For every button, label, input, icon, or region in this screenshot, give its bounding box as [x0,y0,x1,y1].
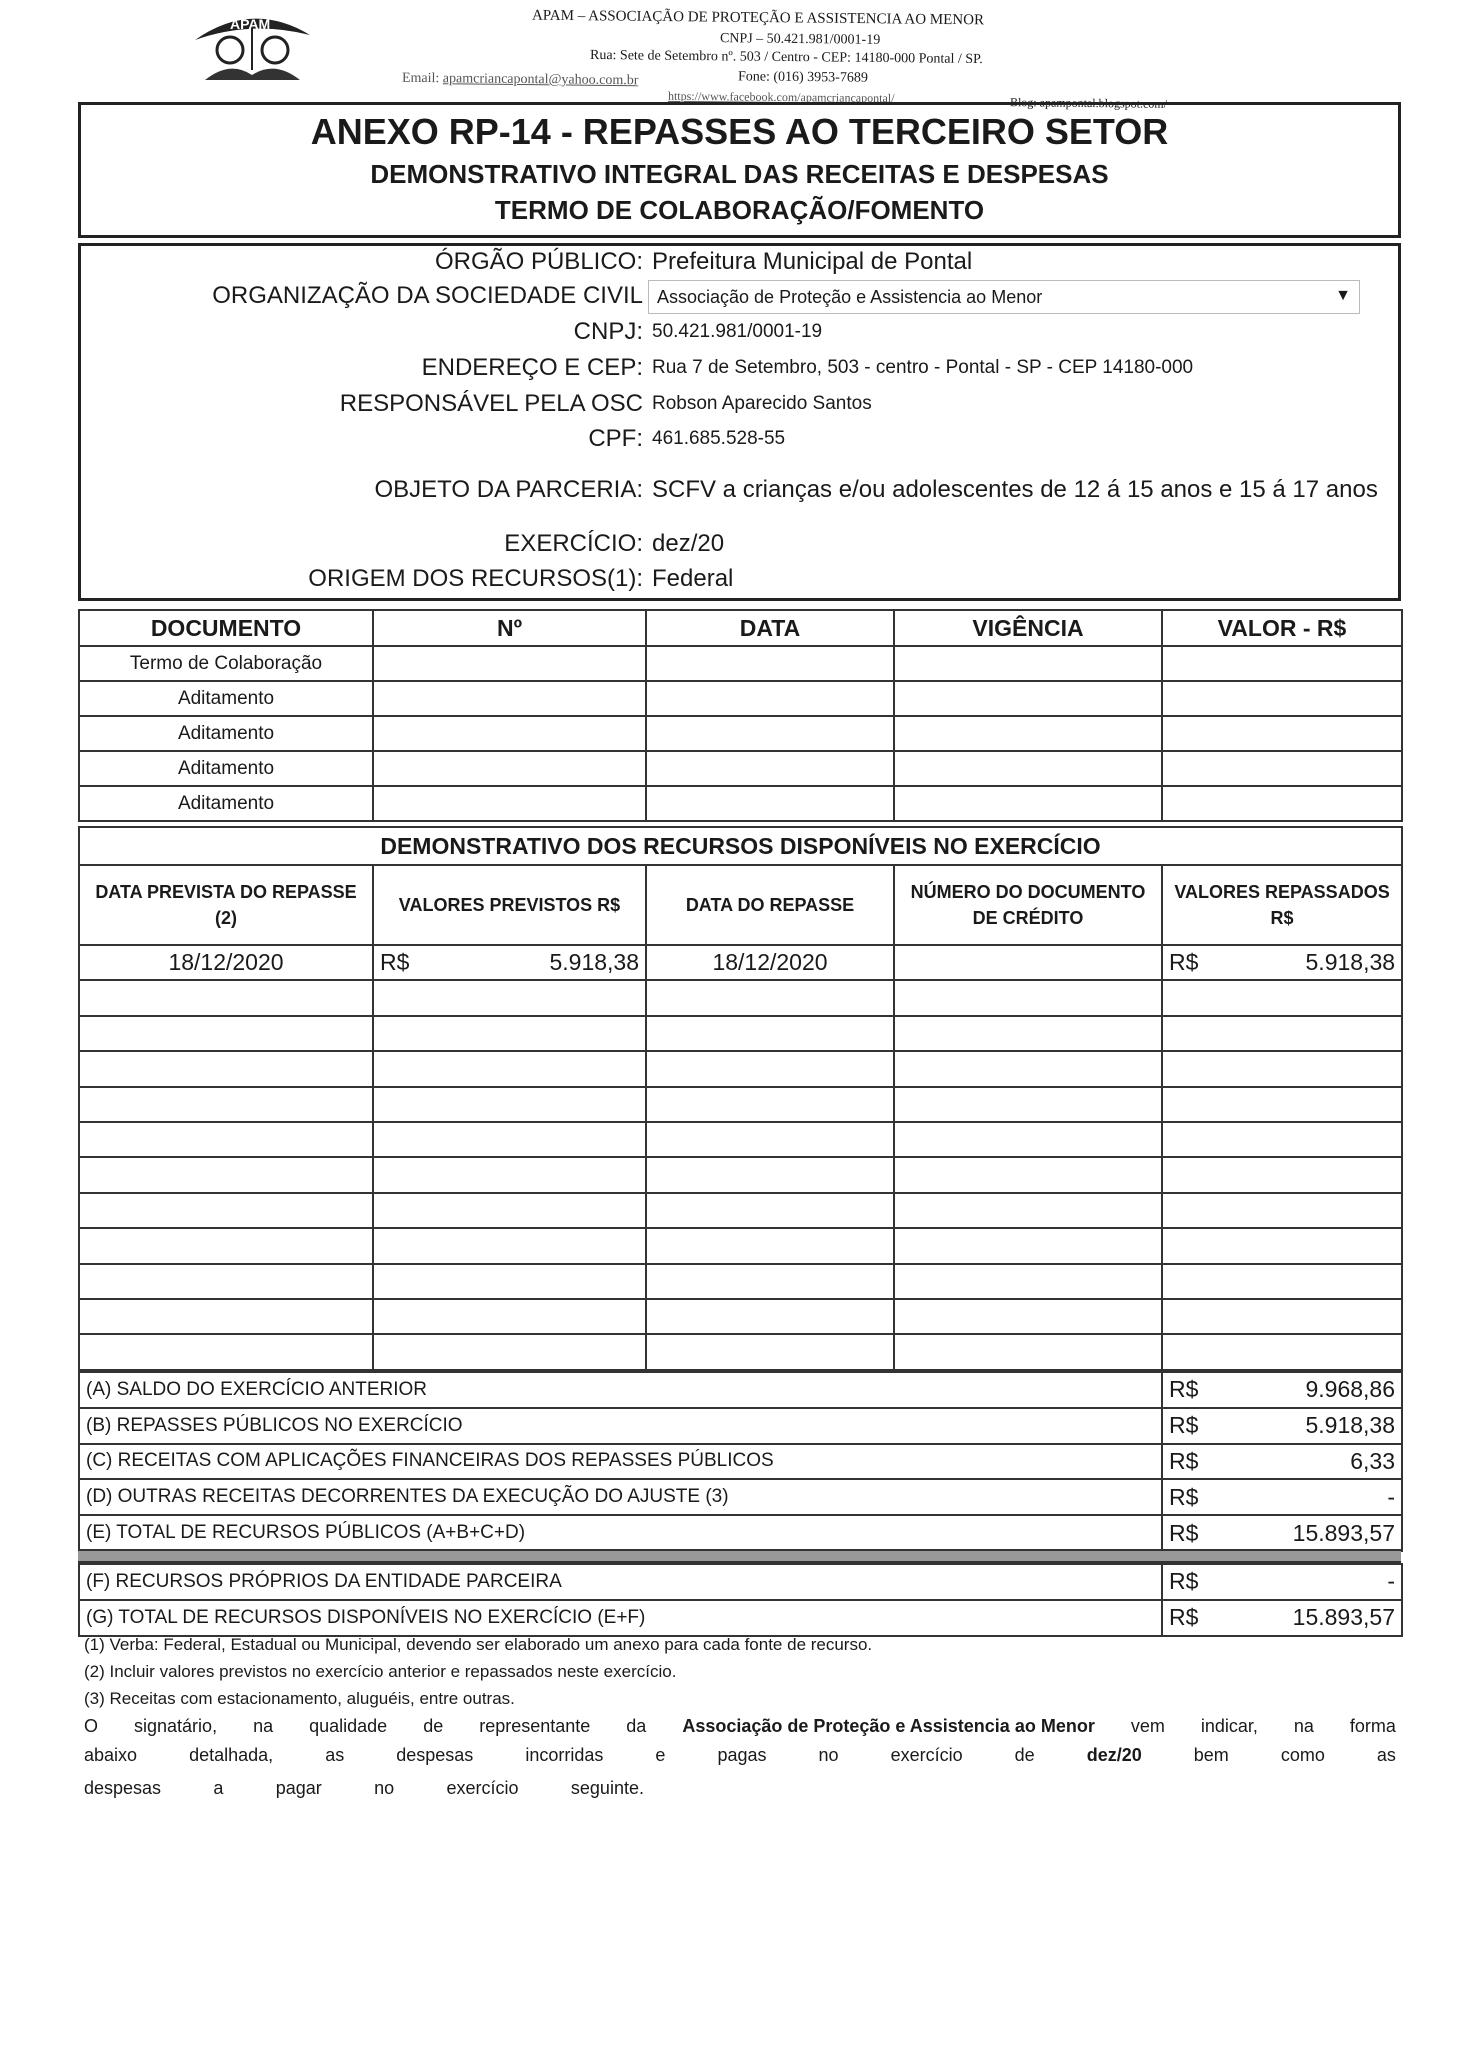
summary-row [79,1564,1402,1600]
summary-label: (F) RECURSOS PRÓPRIOS DA ENTIDADE PARCEIRA [79,1564,1162,1600]
declaration-line-1 [84,1716,1396,1737]
declaration-word: bem [1193,1745,1229,1765]
empty-cell [79,1228,373,1263]
declaration-line-3 [84,1778,644,1799]
table-row [79,1228,1402,1263]
empty-cell [894,1228,1162,1263]
empty-cell [894,1264,1162,1299]
table-row [79,681,1402,716]
empty-cell [1162,1157,1402,1192]
empty-cell [646,1051,894,1086]
empty-cell [646,1299,894,1334]
info-value: 461.685.528-55 [652,428,786,449]
empty-cell [79,1016,373,1051]
table-row [79,1264,1402,1299]
info-label: ÓRGÃO PÚBLICO: [434,248,643,275]
table-row [79,646,1402,681]
declaration-word: da [626,1716,647,1736]
document-type: Termo de Colaboração [79,646,373,681]
declaration-word: O [84,1716,99,1736]
empty-cell [894,1016,1162,1051]
column-header: Nº [373,610,646,646]
empty-cell [894,786,1162,821]
recursos-table [78,826,1403,1371]
table-row [79,786,1402,821]
summary-label: (D) OUTRAS RECEITAS DECORRENTES DA EXECUÇÃO DO AJUSTE (3) [79,1479,1162,1515]
table-row [79,1016,1402,1051]
empty-cell [1162,1087,1402,1122]
empty-cell [894,716,1162,751]
declaration-word: no [818,1745,839,1765]
summary-label: (C) RECEITAS COM APLICAÇÕES FINANCEIRAS DOS REPASSES PÚBLICOS [79,1444,1162,1480]
summary-value: 15.893,57 [1292,1604,1395,1631]
currency: R$ [1169,1447,1199,1474]
summary-row [79,1444,1402,1480]
empty-cell [1162,716,1402,751]
info-value: Robson Aparecido Santos [652,393,872,414]
table-row [79,945,1402,980]
empty-cell [646,786,894,821]
column-header: VALORES REPASSADOS R$ [1162,865,1402,945]
declaration-word: pagar [275,1778,322,1798]
empty-cell [646,1228,894,1263]
footnote-3: (3) Receitas com estacionamento, aluguéis, entre outras. [84,1689,515,1708]
empty-cell [79,1334,373,1369]
declaration-word: na [253,1716,274,1736]
empty-cell [79,1299,373,1334]
empty-cell [79,1157,373,1192]
info-label: ENDEREÇO E CEP: [421,354,643,381]
table-row [79,1299,1402,1334]
empty-cell [79,1051,373,1086]
declaration-word: no [374,1778,395,1798]
declaration-word: e [655,1745,666,1765]
empty-cell [373,1087,646,1122]
info-value: Rua 7 de Setembro, 503 - centro - Pontal - SP - CEP 14180-000 [652,357,1194,378]
declaration-word: as [1376,1745,1396,1765]
empty-cell [79,1193,373,1228]
footnote-1: (1) Verba: Federal, Estadual ou Municipal, devendo ser elaborado um anexo para cada fonte de recurso. [84,1635,873,1654]
empty-cell [1162,1299,1402,1334]
blog-link[interactable]: Blog: apampontal.blogspot.com/ [1009,95,1168,111]
empty-cell [646,1264,894,1299]
empty-cell [373,1016,646,1051]
empty-cell [373,1264,646,1299]
summary-table [78,1371,1403,1552]
summary-label: (B) REPASSES PÚBLICOS NO EXERCÍCIO [79,1408,1162,1444]
empty-cell [894,1334,1162,1369]
empty-cell [646,1193,894,1228]
empty-cell [373,681,646,716]
summary-row [79,1479,1402,1515]
letterhead-org: APAM – ASSOCIAÇÃO DE PROTEÇÃO E ASSISTENCIA AO MENOR [531,7,985,29]
empty-cell [1162,646,1402,681]
table-row [79,1051,1402,1086]
empty-cell [373,1193,646,1228]
empty-cell [1162,786,1402,821]
data-repasse: 18/12/2020 [646,945,894,980]
footnote-2: (2) Incluir valores previstos no exercício anterior e repassados neste exercício. [84,1662,677,1681]
declaration-word: a [213,1778,224,1798]
summary-value: - [1387,1568,1395,1595]
letterhead-cnpj: CNPJ – 50.421.981/0001-19 [719,31,881,48]
empty-cell [1162,1051,1402,1086]
letterhead-address: Rua: Sete de Setembro nº. 503 / Centro - CEP: 14180-000 Pontal / SP. [589,47,983,68]
declaration-word: incorridas [525,1745,604,1765]
currency: R$ [1169,1412,1199,1439]
currency: R$ [1169,1568,1199,1595]
empty-cell [646,1016,894,1051]
declaration-word: forma [1349,1716,1396,1736]
empty-cell [79,1264,373,1299]
declaration-word: representante [479,1716,591,1736]
info-value: 50.421.981/0001-19 [652,321,823,342]
currency: R$ [1169,1483,1199,1510]
column-header: NÚMERO DO DOCUMENTO DE CRÉDITO [894,865,1162,945]
empty-cell [1162,1193,1402,1228]
facebook-link[interactable]: https://www.facebook.com/apamcriancapontal/ [667,88,895,106]
empty-cell [646,716,894,751]
valor-previsto: 5.918,38 [549,949,639,976]
valor-repassado: 5.918,38 [1305,949,1396,976]
empty-cell [894,751,1162,786]
declaration-word: na [1293,1716,1314,1736]
column-header: DOCUMENTO [79,610,373,646]
info-label: ORIGEM DOS RECURSOS(1): [308,565,643,592]
declaration-word: como [1280,1745,1325,1765]
empty-cell [894,1193,1162,1228]
declaration-word: vem [1130,1716,1165,1736]
info-value: dez/20 [652,530,725,557]
empty-cell [373,1051,646,1086]
info-label: OBJETO DA PARCERIA: [374,476,643,503]
declaration-word: de [1014,1745,1035,1765]
empty-cell [373,1122,646,1157]
declaration-word: Associação de Proteção e Assistencia ao Menor [682,1716,1095,1736]
letterhead-phone: Fone: (016) 3953-7689 [737,69,868,86]
column-header: VALOR - R$ [1162,610,1402,646]
declaration-word: signatário, [134,1716,218,1736]
empty-cell [373,1299,646,1334]
currency: R$ [380,949,410,976]
summary-table-2 [78,1563,1403,1637]
empty-cell [646,1157,894,1192]
summary-row [79,1408,1402,1444]
empty-cell [79,1087,373,1122]
subtitle-2: TERMO DE COLABORAÇÃO/FOMENTO [494,195,985,225]
summary-label: (E) TOTAL DE RECURSOS PÚBLICOS (A+B+C+D) [79,1515,1162,1551]
column-header: VALORES PREVISTOS R$ [373,865,646,945]
currency: R$ [1169,1519,1199,1546]
page-title: ANEXO RP-14 - REPASSES AO TERCEIRO SETOR [310,111,1169,152]
subtitle-1: DEMONSTRATIVO INTEGRAL DAS RECEITAS E DESPESAS [370,159,1109,189]
empty-cell [646,646,894,681]
table-row [79,1193,1402,1228]
empty-cell [894,980,1162,1015]
separator-band [78,1549,1401,1563]
empty-cell [373,1228,646,1263]
table-row [79,980,1402,1015]
apam-logo [185,5,320,85]
empty-cell [894,1087,1162,1122]
empty-cell [373,751,646,786]
declaration-word: as [325,1745,345,1765]
empty-cell [894,1051,1162,1086]
empty-cell [373,646,646,681]
empty-cell [646,1122,894,1157]
summary-value: 15.893,57 [1292,1519,1395,1546]
table-row [79,1122,1402,1157]
empty-cell [1162,980,1402,1015]
title-box [78,102,1401,238]
empty-cell [894,646,1162,681]
info-label: EXERCÍCIO: [504,530,643,557]
summary-row [79,1515,1402,1551]
empty-cell [646,1087,894,1122]
declaration-line-2 [84,1745,1396,1766]
info-value: SCFV a crianças e/ou adolescentes de 12 á 15 anos e 15 á 17 anos [652,476,1378,503]
document-type: Aditamento [79,786,373,821]
empty-cell [373,1334,646,1369]
declaration-word: seguinte. [570,1778,644,1798]
declaration-word: pagas [717,1745,767,1765]
summary-row [79,1372,1402,1408]
table-row [79,1087,1402,1122]
declaration-word: de [423,1716,444,1736]
empty-cell [79,980,373,1015]
empty-cell [646,751,894,786]
empty-cell [373,1157,646,1192]
documents-table [78,609,1403,822]
empty-cell [1162,1264,1402,1299]
empty-cell [1162,1228,1402,1263]
table-row [79,1334,1402,1369]
declaration-word: indicar, [1200,1716,1258,1736]
declaration-word: qualidade [309,1716,388,1736]
summary-label: (G) TOTAL DE RECURSOS DISPONÍVEIS NO EXERCÍCIO (E+F) [79,1600,1162,1636]
empty-cell [646,980,894,1015]
summary-value: 9.968,86 [1305,1376,1395,1403]
column-header: DATA PREVISTA DO REPASSE (2) [79,865,373,945]
table-row [79,716,1402,751]
empty-cell [646,681,894,716]
currency: R$ [1169,949,1199,976]
info-value: Federal [652,565,734,592]
declaration-word: exercício [890,1745,963,1765]
declaration-word: detalhada, [189,1745,274,1765]
info-label: CNPJ: [573,318,643,345]
svg-text:APAM: APAM [230,16,271,32]
currency: R$ [1169,1376,1199,1403]
empty-cell [1162,1334,1402,1369]
declaration-word: despesas [396,1745,474,1765]
declaration-word: despesas [84,1778,162,1798]
table-row [79,751,1402,786]
empty-cell [646,1334,894,1369]
info-label: CPF: [588,425,643,452]
declaration-word: dez/20 [1086,1745,1142,1765]
document-type: Aditamento [79,681,373,716]
declaration-word: abaixo [84,1745,138,1765]
empty-cell [894,1299,1162,1334]
empty-cell [1162,1016,1402,1051]
empty-cell [1162,1122,1402,1157]
chevron-down-icon: ▼ [1335,287,1351,304]
summary-row [79,1600,1402,1636]
empty-cell [373,980,646,1015]
summary-value: 6,33 [1350,1447,1395,1474]
summary-value: 5.918,38 [1305,1412,1395,1439]
column-header: VIGÊNCIA [894,610,1162,646]
summary-label: (A) SALDO DO EXERCÍCIO ANTERIOR [79,1372,1162,1408]
email-link[interactable]: apamcriancapontal@yahoo.com.br [442,71,639,89]
column-header: DATA [646,610,894,646]
info-label: ORGANIZAÇÃO DA SOCIEDADE CIVIL [212,282,643,309]
info-value: Prefeitura Municipal de Pontal [652,248,973,275]
email-label: Email: [401,70,440,87]
osc-select[interactable] [648,280,1360,314]
empty-cell [373,786,646,821]
declaration-word: exercício [446,1778,519,1798]
table-row [79,1157,1402,1192]
data-prevista: 18/12/2020 [79,945,373,980]
empty-cell [894,1122,1162,1157]
document-type: Aditamento [79,716,373,751]
info-label: RESPONSÁVEL PELA OSC [339,390,643,417]
osc-select-value: Associação de Proteção e Assistencia ao Menor [657,287,1043,307]
document-type: Aditamento [79,751,373,786]
documento-credito [894,945,1162,980]
recursos-title: DEMONSTRATIVO DOS RECURSOS DISPONÍVEIS NO EXERCÍCIO [79,827,1402,865]
empty-cell [894,1157,1162,1192]
empty-cell [373,716,646,751]
empty-cell [1162,681,1402,716]
empty-cell [79,1122,373,1157]
column-header: DATA DO REPASSE [646,865,894,945]
empty-cell [894,681,1162,716]
currency: R$ [1169,1604,1199,1631]
empty-cell [1162,751,1402,786]
summary-value: - [1387,1483,1395,1510]
